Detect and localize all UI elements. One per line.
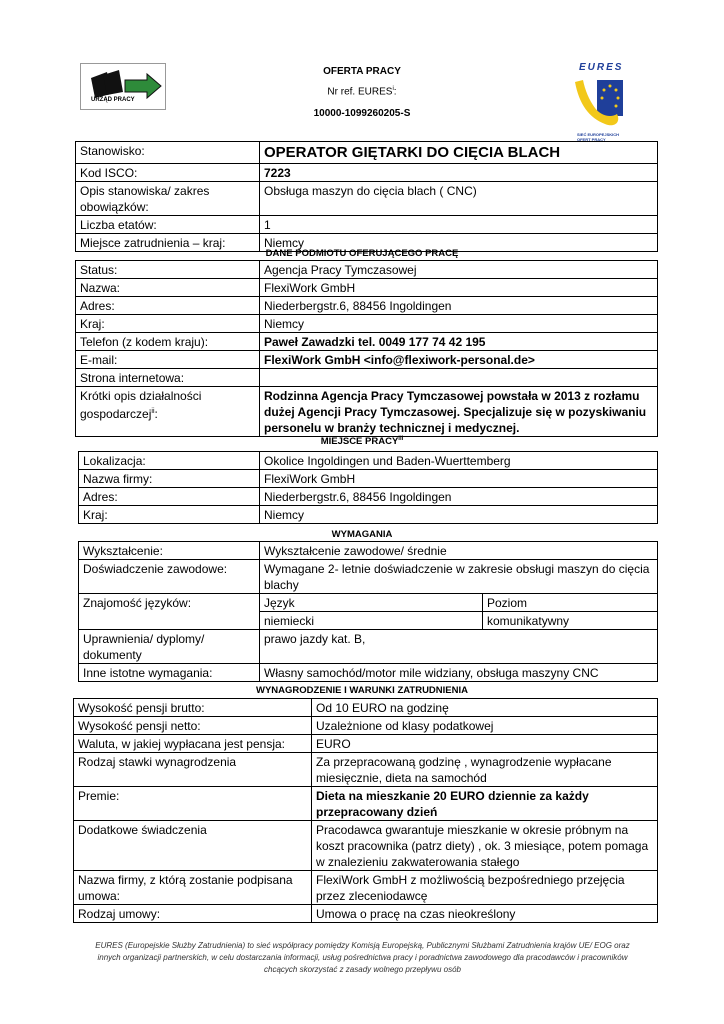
salary-heading: WYNAGRODZENIE I WARUNKI ZATRUDNIENIA: [256, 685, 468, 696]
other-requirements-value: Własny samochód/motor mile widziany, obsługa maszyny CNC: [260, 664, 658, 682]
employer-phone-label: Telefon (z kodem kraju):: [76, 333, 260, 351]
table-row: [74, 821, 658, 871]
positions-count-value: 1: [260, 216, 658, 234]
table-row: [76, 387, 658, 437]
job-position-label: Stanowisko:: [76, 142, 260, 164]
table-row: [79, 560, 658, 594]
employer-phone-value: Paweł Zawadzki tel. 0049 177 74 42 195: [260, 333, 658, 351]
level-column-header: Poziom: [483, 594, 658, 612]
reference-label: Nr ref. EURES: [327, 86, 393, 98]
languages-label: Znajomość języków:: [79, 594, 260, 630]
currency-value: EURO: [312, 735, 658, 753]
employer-activity-footnote: ii: [151, 408, 155, 415]
table-row: [76, 182, 658, 216]
employer-status-value: Agencja Pracy Tymczasowej: [260, 261, 658, 279]
employer-status-label: Status:: [76, 261, 260, 279]
employer-address-label: Adres:: [76, 297, 260, 315]
table-row: [76, 142, 658, 164]
job-description-label: Opis stanowiska/ zakres obowiązków:: [76, 182, 260, 216]
contract-company-label: Nazwa firmy, z którą zostanie podpisana umowa:: [74, 871, 312, 905]
workplace-address-label: Adres:: [79, 488, 260, 506]
employer-website-value: [260, 369, 658, 387]
isco-label: Kod ISCO:: [76, 164, 260, 182]
employer-name-label: Nazwa:: [76, 279, 260, 297]
employer-website-label: Strona internetowa:: [76, 369, 260, 387]
table-row: [79, 630, 658, 664]
table-row: [79, 470, 658, 488]
footer-note: EURES (Europejskie Służby Zatrudnienia) to sieć współpracy pomiędzy Komisją Europejską, Publicznymi Służbami Zatrudnienia krajów UE/ EOG oraz innych organizacji partnerskich, w celu dostarczania informacji, usług pośrednictwa pracy i poradnictwa zawodowego dla pracodawców i pracowników chcących skorzystać z zasady wolnego przepływu osób: [95, 941, 630, 974]
contract-type-label: Rodzaj umowy:: [74, 905, 312, 923]
table-row: [76, 351, 658, 369]
benefits-value: Pracodawca gwarantuje mieszkanie w okresie próbnym na koszt pracownika (patrz diety) , ok. 3 miesiące, potem pomaga w znalezieniu zakwaterowania stałego: [312, 821, 658, 871]
requirements-heading: WYMAGANIA: [331, 529, 393, 540]
gross-salary-value: Od 10 EURO na godzinę: [312, 699, 658, 717]
employer-activity-value: Rodzinna Agencja Pracy Tymczasowej powstała w 2013 z rozłamu dużej Agencji Pracy Tymczasowej. Specjalizuje się w pozyskiwaniu personelu w branży technicznej i medycznej.: [260, 387, 658, 437]
bonus-value: Dieta na mieszkanie 20 EURO dziennie za każdy przepracowany dzień: [312, 787, 658, 821]
contract-type-value: Umowa o pracę na czas nieokreślony: [312, 905, 658, 923]
experience-label: Doświadczenie zawodowe:: [79, 560, 260, 594]
workplace-country-value: Niemcy: [260, 506, 658, 524]
employer-heading: DANE PODMIOTU OFERUJĄCEGO PRACĘ: [265, 248, 459, 259]
workplace-heading-footnote: iii: [398, 436, 404, 442]
table-row: [79, 664, 658, 682]
workplace-location-value: Okolice Ingoldingen und Baden-Wuerttemberg: [260, 452, 658, 470]
table-row: [74, 699, 658, 717]
table-row: [74, 717, 658, 735]
table-row: [79, 594, 658, 612]
table-row: [76, 279, 658, 297]
bonus-label: Premie:: [74, 787, 312, 821]
benefits-label: Dodatkowe świadczenia: [74, 821, 312, 871]
licenses-label: Uprawnienia/ dyplomy/ dokumenty: [79, 630, 260, 664]
language-column-header: Język: [260, 594, 483, 612]
eures-logo-subtitle-line2: OFERT PRACY: [577, 137, 606, 142]
experience-value: Wymagane 2- letnie doświadczenie w zakresie obsługi maszyn do cięcia blachy: [260, 560, 658, 594]
licenses-value: prawo jazdy kat. B,: [260, 630, 658, 664]
table-row: [76, 261, 658, 279]
employer-country-label: Kraj:: [76, 315, 260, 333]
employer-country-value: Niemcy: [260, 315, 658, 333]
rate-type-value: Za przepracowaną godzinę , wynagrodzenie wypłacane miesięcznie, dieta na samochód: [312, 753, 658, 787]
employer-name-value: FlexiWork GmbH: [260, 279, 658, 297]
reference-colon: :: [393, 86, 397, 98]
table-row: [74, 905, 658, 923]
table-row: [74, 753, 658, 787]
table-row: [76, 164, 658, 182]
contract-company-value: FlexiWork GmbH z możliwością bezpośredniego przejęcia przez zleceniodawcę: [312, 871, 658, 905]
employer-email-value[interactable]: FlexiWork GmbH <info@flexiwork-personal.de>: [260, 351, 658, 369]
net-salary-label: Wysokość pensji netto:: [74, 717, 312, 735]
table-row: [79, 506, 658, 524]
isco-value: 7223: [260, 164, 658, 182]
table-row: [76, 315, 658, 333]
employer-address-value: Niederbergstr.6, 88456 Ingoldingen: [260, 297, 658, 315]
urzad-pracy-logo-text: URZĄD PRACY: [91, 97, 135, 103]
gross-salary-label: Wysokość pensji brutto:: [74, 699, 312, 717]
education-value: Wykształcenie zawodowe/ średnie: [260, 542, 658, 560]
eures-logo-text: EURES: [579, 62, 624, 73]
table-row: [79, 488, 658, 506]
rate-type-label: Rodzaj stawki wynagrodzenia: [74, 753, 312, 787]
requirements-table: [78, 541, 658, 682]
job-description-value: Obsługa maszyn do cięcia blach ( CNC): [260, 182, 658, 216]
workplace-country-label: Kraj:: [79, 506, 260, 524]
employer-email-label: E-mail:: [76, 351, 260, 369]
workplace-table: [78, 451, 658, 524]
workplace-location-label: Lokalizacja:: [79, 452, 260, 470]
employer-activity-colon: :: [154, 407, 158, 421]
level-value: komunikatywny: [483, 612, 658, 630]
document-title: OFERTA PRACY: [323, 66, 401, 77]
table-row: [79, 542, 658, 560]
reference-footnote: i: [392, 86, 394, 92]
workplace-company-value: FlexiWork GmbH: [260, 470, 658, 488]
eures-logo-graphic: [571, 74, 631, 132]
employer-table: [75, 260, 658, 437]
table-row: [76, 297, 658, 315]
salary-table: [73, 698, 658, 923]
other-requirements-label: Inne istotne wymagania:: [79, 664, 260, 682]
employer-activity-label-text: Krótki opis działalności gospodarczej: [80, 389, 202, 421]
table-row: [76, 216, 658, 234]
table-row: [79, 452, 658, 470]
table-row: [76, 333, 658, 351]
language-value: niemiecki: [260, 612, 483, 630]
workplace-heading: [0, 436, 724, 447]
positions-count-label: Liczba etatów:: [76, 216, 260, 234]
work-country-value: Niemcy: [260, 234, 658, 252]
workplace-address-value: Niederbergstr.6, 88456 Ingoldingen: [260, 488, 658, 506]
currency-label: Waluta, w jakiej wypłacana jest pensja:: [74, 735, 312, 753]
job-position-value: OPERATOR GIĘTARKI DO CIĘCIA BLACH: [260, 142, 658, 164]
table-row: [74, 871, 658, 905]
net-salary-value: Uzależnione od klasy podatkowej: [312, 717, 658, 735]
reference-number: 10000-1099260205-S: [313, 108, 411, 119]
employer-activity-label: [76, 387, 260, 437]
table-row: [74, 735, 658, 753]
workplace-company-label: Nazwa firmy:: [79, 470, 260, 488]
table-row: [76, 369, 658, 387]
job-table: [75, 141, 658, 252]
workplace-heading-text: MIEJSCE PRACY: [320, 436, 399, 448]
table-row: [74, 787, 658, 821]
eures-logo: [571, 62, 631, 144]
eures-logo-subtitle-line1: SIEĆ EUROPEJSKICH: [577, 132, 620, 137]
education-label: Wykształcenie:: [79, 542, 260, 560]
work-country-label: Miejsce zatrudnienia – kraj:: [76, 234, 260, 252]
